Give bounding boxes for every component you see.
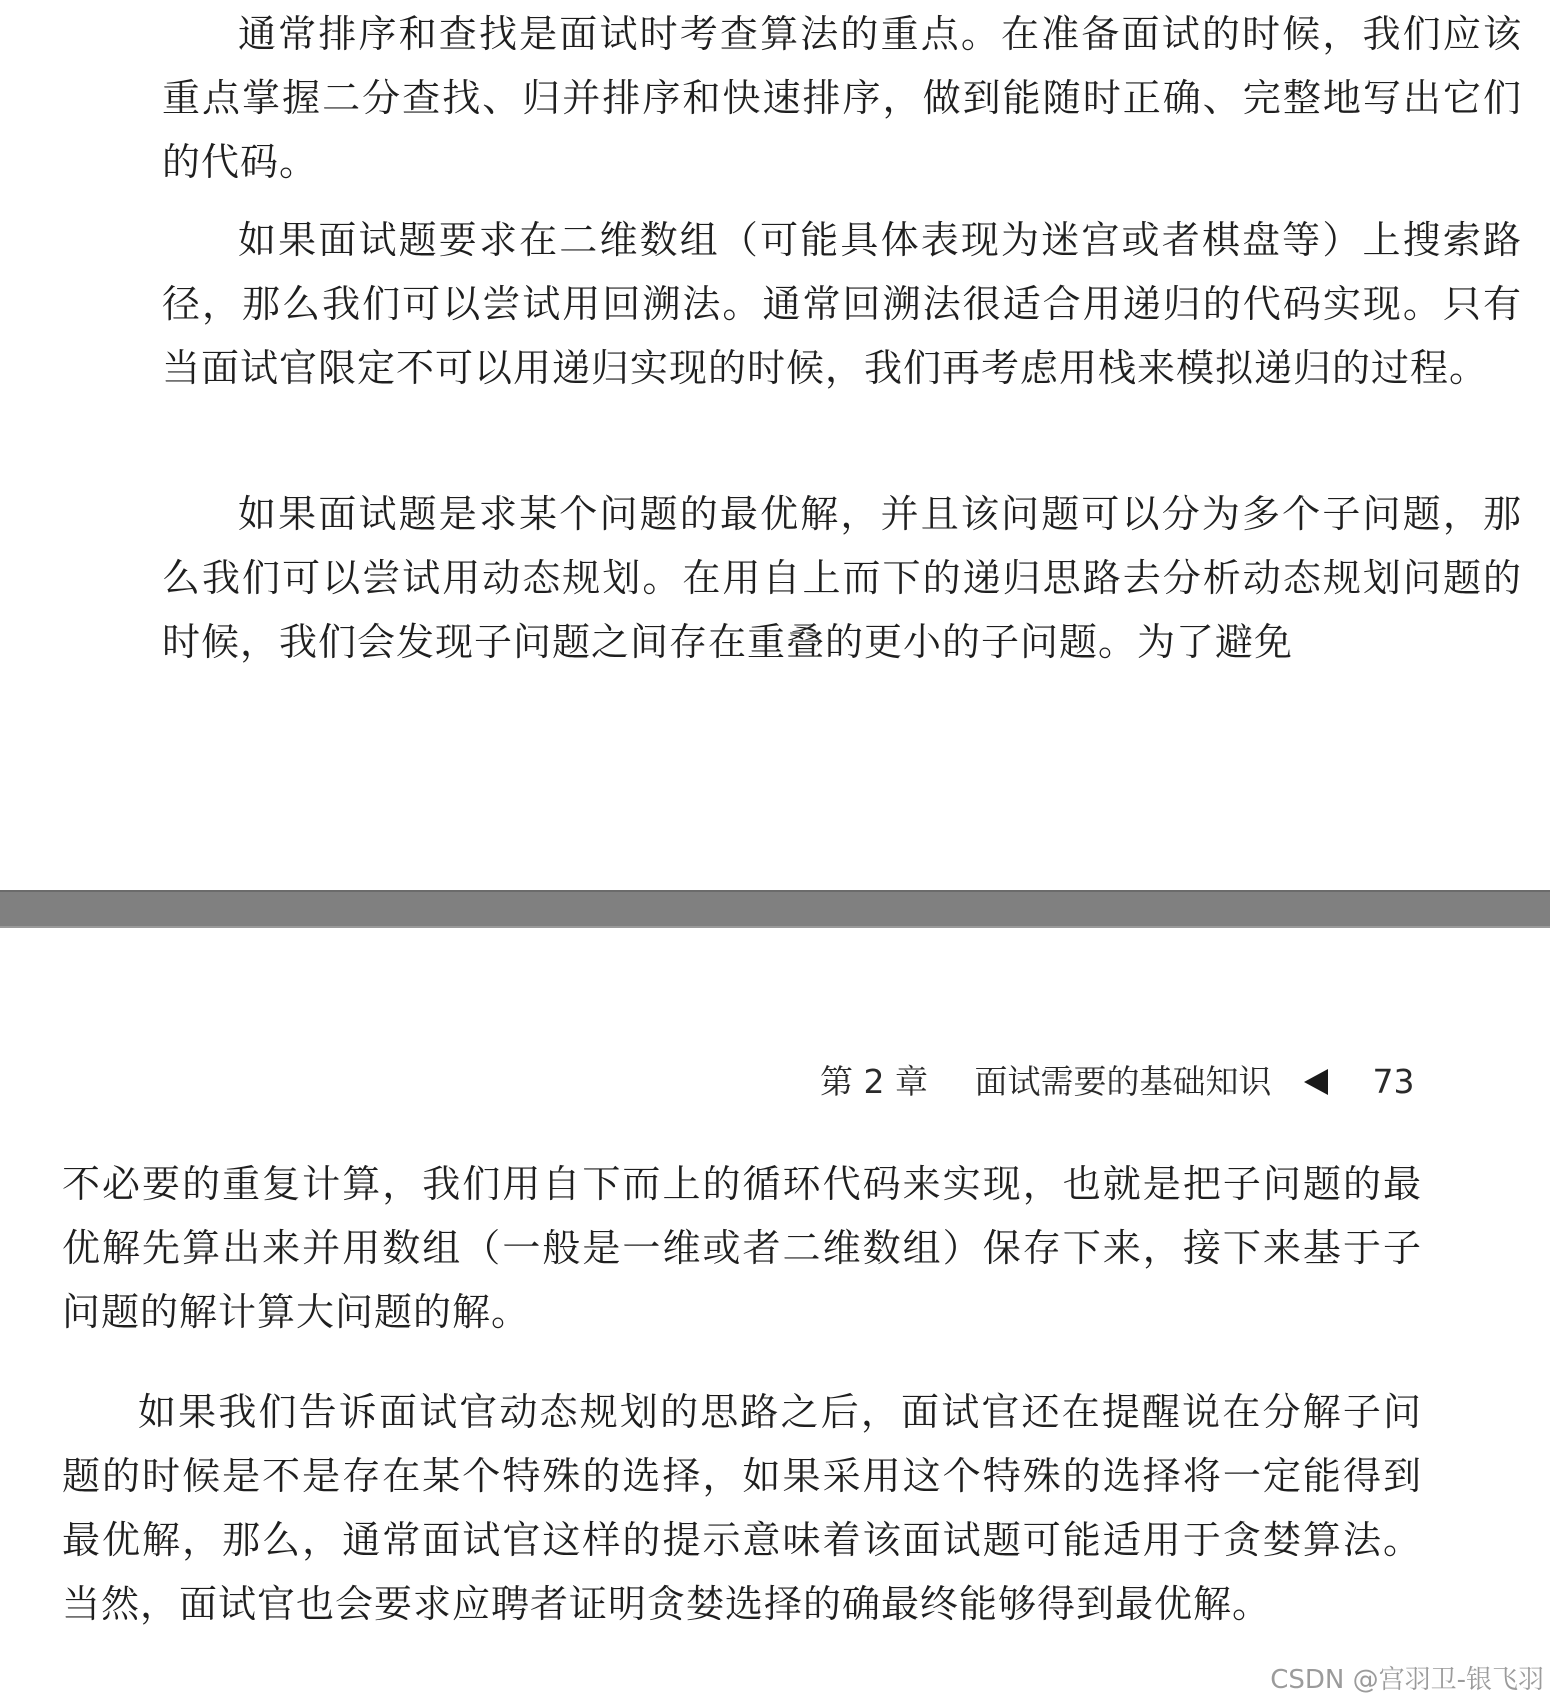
paragraph-sorting-searching: 通常排序和查找是面试时考查算法的重点。在准备面试的时候，我们应该重点掌握二分查找、归并排序和快速排序，做到能随时正确、完整地写出它们的代码。 — [162, 12, 1522, 184]
running-head — [820, 1052, 1425, 1108]
paragraph-dp-continued: 不必要的重复计算，我们用自下而上的循环代码来实现，也就是把子问题的最优解先算出来并用数组（一般是一维或者二维数组）保存下来，接下来基于子问题的解计算大问题的解。 — [62, 1162, 1422, 1334]
page-divider — [0, 890, 1550, 928]
watermark: CSDN @宫羽卫-银飞羽 — [1270, 1665, 1544, 1695]
left-triangle-icon — [1304, 1069, 1328, 1095]
paragraph-backtracking: 如果面试题要求在二维数组（可能具体表现为迷宫或者棋盘等）上搜索路径，那么我们可以尝试用回溯法。通常回溯法很适合用递归的代码实现。只有当面试官限定不可以用递归实现的时候，我们再考虑用栈来模拟递归的过程。 — [162, 218, 1522, 390]
page-number: 73 — [1372, 1061, 1415, 1101]
chapter-title: 面试需要的基础知识 — [974, 1061, 1272, 1101]
paragraph-dynamic-programming: 如果面试题是求某个问题的最优解，并且该问题可以分为多个子问题，那么我们可以尝试用动态规划。在用自上而下的递归思路去分析动态规划问题的时候，我们会发现子问题之间存在重叠的更小的子问题。为了避免 — [162, 492, 1522, 664]
chapter-label: 第 2 章 — [820, 1061, 928, 1101]
paragraph-greedy: 如果我们告诉面试官动态规划的思路之后，面试官还在提醒说在分解子问题的时候是不是存在某个特殊的选择，如果采用这个特殊的选择将一定能得到最优解，那么，通常面试官这样的提示意味着该面试题可能适用于贪婪算法。当然，面试官也会要求应聘者证明贪婪选择的确最终能够得到最优解。 — [62, 1390, 1422, 1626]
